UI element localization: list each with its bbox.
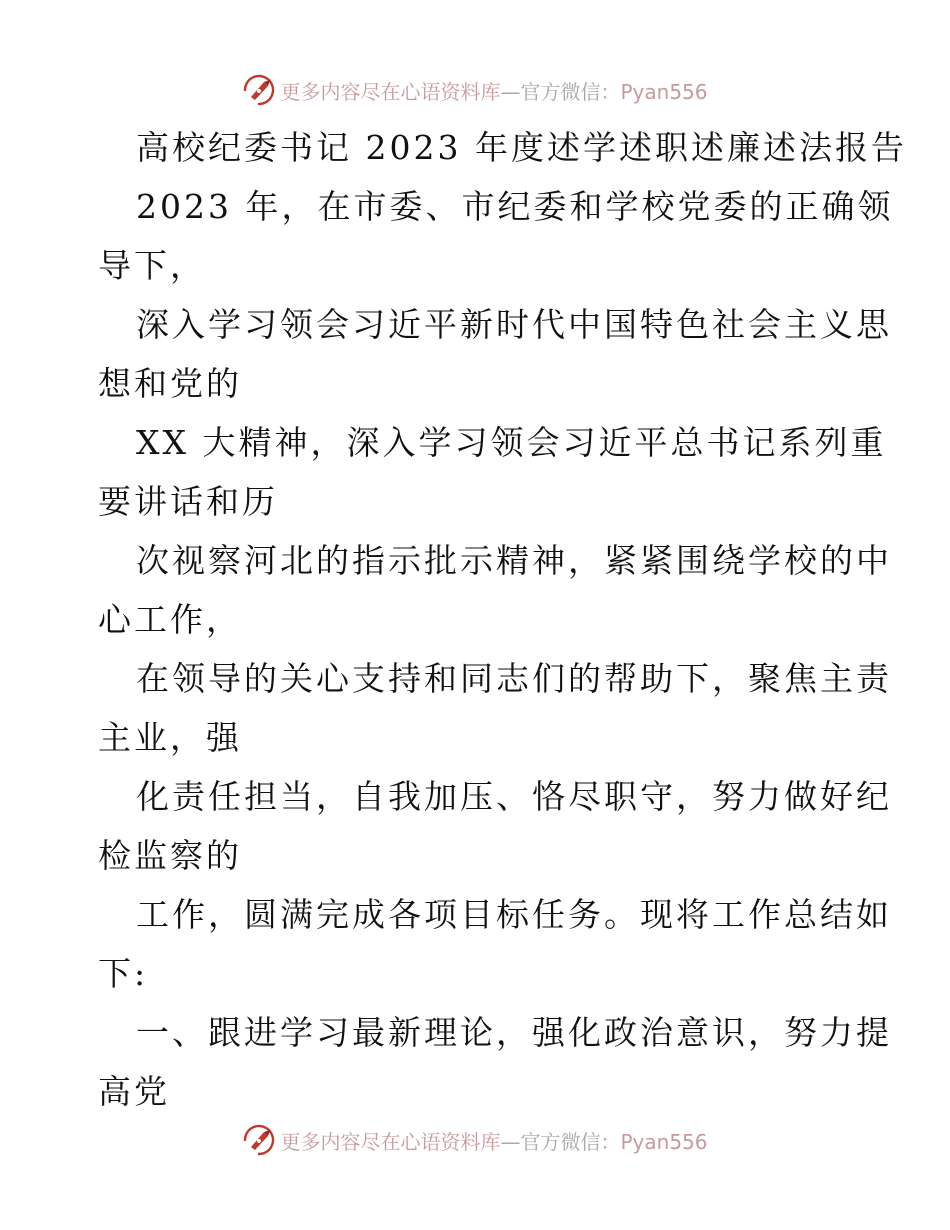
- watermark-brand: 更多内容尽在心语资料库: [280, 1129, 501, 1154]
- text-line: 检监察的: [98, 836, 242, 875]
- document-body: [98, 118, 907, 1121]
- watermark-text: [280, 76, 707, 105]
- text-line: 化责任担当，自我加压、恪尽职守，努力做好纪: [136, 777, 892, 816]
- pen-logo-icon: [242, 73, 276, 107]
- header-watermark: [0, 70, 950, 110]
- text-line: 次视察河北的指示批示精神，紧紧围绕学校的中: [136, 541, 892, 580]
- document-title: 高校纪委书记 2023 年度述学述职述廉述法报告: [136, 128, 907, 167]
- watermark-dash: —: [500, 79, 521, 104]
- text-line: 想和党的: [98, 364, 242, 403]
- watermark-wechat-label: 官方微信：: [520, 79, 621, 104]
- watermark-text: [280, 1126, 707, 1155]
- text-line: 工作，圆满完成各项目标任务。现将工作总结如: [136, 895, 892, 934]
- text-line: 要讲话和历: [98, 482, 278, 521]
- text-line: 高党: [98, 1072, 170, 1111]
- text-line: 下:: [98, 954, 149, 993]
- pen-logo-icon: [242, 1123, 276, 1157]
- text-line: 心工作，: [98, 600, 242, 639]
- text-line: 在领导的关心支持和同志们的帮助下，聚焦主责: [136, 659, 892, 698]
- watermark-brand: 更多内容尽在心语资料库: [280, 79, 501, 104]
- watermark-dash: —: [500, 1129, 521, 1154]
- text-line: XX 大精神，深入学习领会习近平总书记系列重: [136, 423, 887, 462]
- footer-watermark: [0, 1120, 950, 1160]
- watermark-wechat-id: Pyan556: [620, 79, 708, 104]
- watermark-wechat-label: 官方微信：: [520, 1129, 621, 1154]
- text-line: 深入学习领会习近平新时代中国特色社会主义思: [136, 305, 892, 344]
- text-line: 导下，: [98, 246, 206, 285]
- watermark-wechat-id: Pyan556: [620, 1129, 708, 1154]
- text-line: 一、跟进学习最新理论，强化政治意识，努力提: [136, 1013, 892, 1052]
- text-line: 2023 年，在市委、市纪委和学校党委的正确领: [136, 187, 894, 226]
- text-line: 主业，强: [98, 718, 242, 757]
